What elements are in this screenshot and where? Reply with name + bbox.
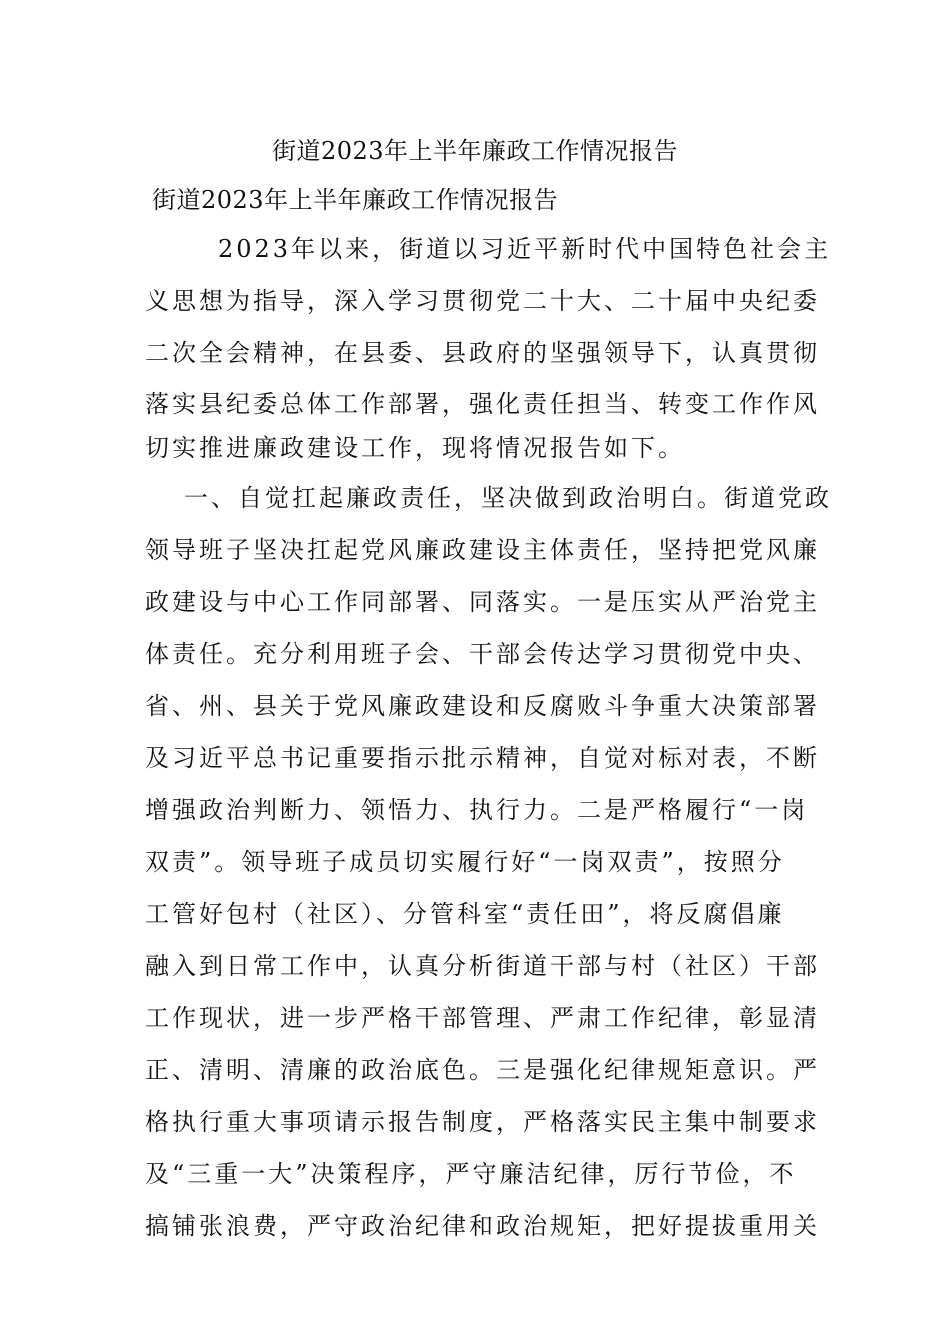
paragraph-line: 及习近平总书记重要指示批示精神，自觉对标对表，不断 [145,744,820,772]
paragraph-line: 及“三重一大”决策程序，严守廉洁纪律，厉行节俭，不 [145,1160,797,1188]
paragraph-line: 2023年以来，街道以习近平新时代中国特色社会主 [218,235,832,263]
paragraph-line: 体责任。充分利用班子会、干部会传达学习贯彻党中央、 [145,640,820,668]
paragraph-line: 义思想为指导，深入学习贯彻党二十大、二十届中央纪委 [145,287,820,315]
paragraph-line: 省、州、县关于党风廉政建设和反腐败斗争重大决策部署 [145,692,820,720]
paragraph-line: 工管好包村（社区）、分管科室“责任田”，将反腐倡廉 [145,900,785,928]
paragraph-line: 格执行重大事项请示报告制度，严格落实民主集中制要求 [145,1108,820,1136]
paragraph-line: 政建设与中心工作同部署、同落实。一是压实从严治党主 [145,588,820,616]
paragraph-line: 增强政治判断力、领悟力、执行力。二是严格履行“一岗 [145,796,809,824]
document-title: 街道2023年上半年廉政工作情况报告 [271,137,679,165]
paragraph-line: 融入到日常工作中，认真分析街道干部与村（社区）干部 [145,952,820,980]
document-subtitle: 街道2023年上半年廉政工作情况报告 [152,186,559,214]
paragraph-line: 切实推进廉政建设工作，现将情况报告如下。 [145,434,685,462]
paragraph-line: 领导班子坚决扛起党风廉政建设主体责任，坚持把党风廉 [145,536,820,564]
paragraph-line: 二次全会精神，在县委、县政府的坚强领导下，认真贯彻 [145,339,820,367]
paragraph-line: 搞铺张浪费，严守政治纪律和政治规矩，把好提拔重用关 [145,1212,820,1240]
paragraph-line: 工作现状，进一步严格干部管理、严肃工作纪律，彰显清 [145,1004,820,1032]
paragraph-line: 一、自觉扛起廉政责任，坚决做到政治明白。街道党政 [184,484,832,512]
paragraph-line: 落实县纪委总体工作部署，强化责任担当、转变工作作风 [145,390,820,418]
paragraph-line: 双责”。领导班子成员切实履行好“一岗双责”，按照分 [145,848,785,876]
paragraph-line: 正、清明、清廉的政治底色。三是强化纪律规矩意识。严 [145,1056,820,1084]
